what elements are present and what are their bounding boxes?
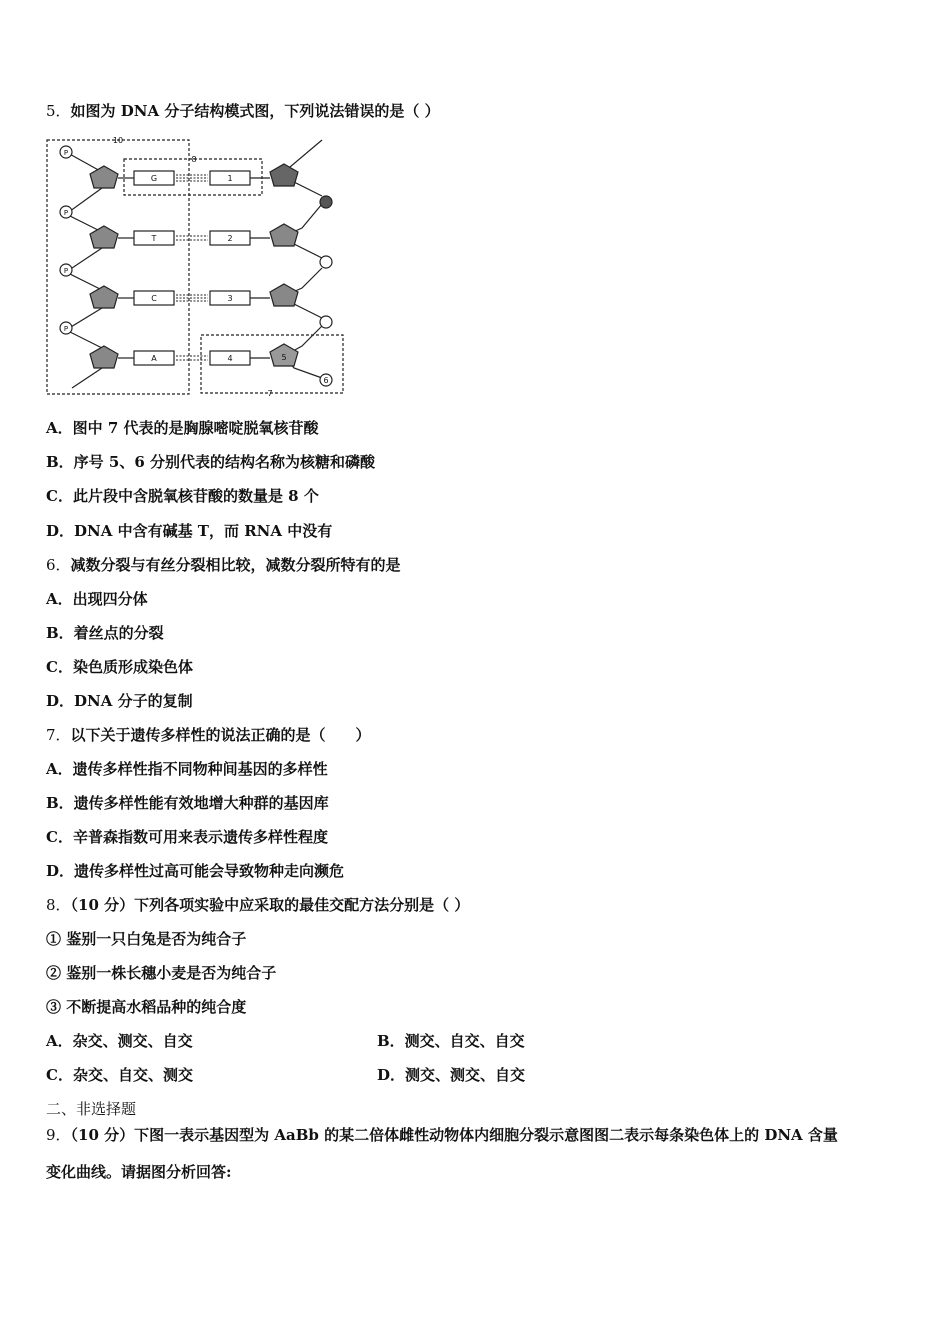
q8-item-3: ③ 不断提高水稻品种的纯合度 <box>46 998 247 1016</box>
base-2-label: 2 <box>227 234 233 243</box>
base-1-label: 1 <box>227 174 233 183</box>
q5-option-d: D．DNA 中含有碱基 T，而 RNA 中没有 <box>46 522 333 540</box>
q9-stem-line2: 变化曲线。请据图分析回答: <box>46 1163 232 1181</box>
q7-stem-text: 以下关于遗传多样性的说法正确的是（ ） <box>70 726 371 744</box>
figure-label-7: 7 <box>267 389 273 397</box>
right-phosphate-1 <box>320 196 332 208</box>
q6-number: 6． <box>46 556 71 574</box>
right-sugar-1 <box>270 164 298 186</box>
left-sugar-1 <box>90 166 118 188</box>
q9-stem-line1 <box>46 1125 838 1145</box>
q6-option-a: A．出现四分体 <box>46 590 148 608</box>
q6-option-c: C．染色质形成染色体 <box>46 658 193 676</box>
q9-number: 9． <box>46 1126 71 1144</box>
q7-stem <box>46 725 371 745</box>
q5-option-b: B．序号 5、6 分别代表的结构名称为核糖和磷酸 <box>46 453 375 471</box>
base-3-label: 3 <box>227 294 233 303</box>
figure-label-5: 5 <box>281 353 287 362</box>
section-2-heading: 二、非选择题 <box>46 1100 137 1118</box>
figure-label-6: 6 <box>323 376 329 385</box>
q8-stem <box>46 895 469 915</box>
q7-option-b: B．遗传多样性能有效地增大种群的基因库 <box>46 794 329 812</box>
left-sugar-4 <box>90 346 118 368</box>
q5-number: 5． <box>46 102 71 120</box>
q8-item-2: ② 鉴别一株长穗小麦是否为纯合子 <box>46 964 277 982</box>
figure-label-8: 8 <box>191 155 197 164</box>
right-sugar-2 <box>270 224 298 246</box>
dna-structure-figure <box>44 132 349 397</box>
right-phosphate-3 <box>320 316 332 328</box>
q7-option-a: A．遗传多样性指不同物种间基因的多样性 <box>46 760 328 778</box>
q6-option-d: D．DNA 分子的复制 <box>46 692 193 710</box>
base-t-label: T <box>151 234 157 243</box>
q8-stem-text: （10 分）下列各项实验中应采取的最佳交配方法分别是（ ） <box>70 896 470 914</box>
right-sugar-3 <box>270 284 298 306</box>
base-g-label: G <box>150 174 158 183</box>
q8-number: 8． <box>46 896 71 914</box>
q8-item-1: ① 鉴别一只白兔是否为纯合子 <box>46 930 247 948</box>
q8-option-d: D．测交、测交、自交 <box>377 1066 526 1084</box>
q8-option-a: A．杂交、测交、自交 <box>46 1032 193 1050</box>
right-phosphate-2 <box>320 256 332 268</box>
base-c-label: C <box>151 294 157 303</box>
phosphate-label: P <box>63 267 69 275</box>
left-sugar-3 <box>90 286 118 308</box>
region-8-box <box>124 159 262 195</box>
q5-stem <box>46 101 440 121</box>
phosphate-label: P <box>63 149 69 157</box>
phosphate-label: P <box>63 209 69 217</box>
q5-stem-text: 如图为 DNA 分子结构模式图，下列说法错误的是（ ） <box>70 102 440 120</box>
q7-option-d: D．遗传多样性过高可能会导致物种走向濒危 <box>46 862 345 880</box>
q8-option-c: C．杂交、自交、测交 <box>46 1066 193 1084</box>
base-4-label: 4 <box>227 354 233 363</box>
q8-option-b: B．测交、自交、自交 <box>377 1032 525 1050</box>
q5-option-a: A．图中 7 代表的是胸腺嘧啶脱氧核苷酸 <box>46 419 319 437</box>
q5-option-c: C．此片段中含脱氧核苷酸的数量是 8 个 <box>46 487 319 505</box>
q6-stem-text: 减数分裂与有丝分裂相比较，减数分裂所特有的是 <box>70 556 401 574</box>
q6-option-b: B．着丝点的分裂 <box>46 624 164 642</box>
left-sugar-2 <box>90 226 118 248</box>
figure-label-10: 10 <box>112 136 124 145</box>
q7-number: 7． <box>46 726 71 744</box>
q6-stem <box>46 555 401 575</box>
q7-option-c: C．辛普森指数可用来表示遗传多样性程度 <box>46 828 328 846</box>
base-a-label: A <box>151 354 157 363</box>
phosphate-label: P <box>63 325 69 333</box>
q9-stem-text-1: （10 分）下图一表示基因型为 AaBb 的某二倍体雌性动物体内细胞分裂示意图图二表示每条染色体上的 DNA 含量 <box>70 1126 838 1144</box>
